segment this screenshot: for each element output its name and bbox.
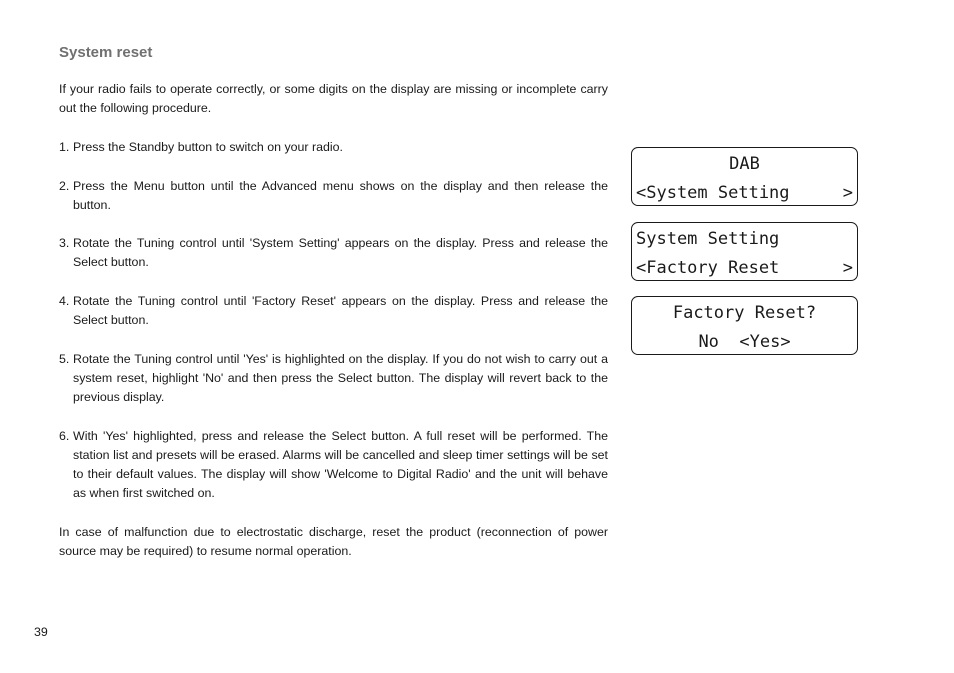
- lcd-line-2: <Factory Reset: [636, 258, 780, 278]
- step-item-6: [59, 427, 608, 503]
- step-text: Press the Standby button to switch on your radio.: [73, 140, 343, 154]
- step-number: 3.: [59, 236, 70, 250]
- step-number: 4.: [59, 294, 70, 308]
- chevron-right-icon: >: [842, 258, 853, 278]
- step-number: 2.: [59, 179, 70, 193]
- lcd-line-1: Factory Reset?: [672, 303, 817, 323]
- lcd-line-1: DAB: [729, 154, 760, 174]
- step-item-5: [59, 350, 608, 407]
- lcd-line-2: No <Yes>: [698, 332, 791, 352]
- intro-paragraph: If your radio fails to operate correctly, or some digits on the display are missing or incomplete carry out the following procedure.: [59, 82, 608, 115]
- step-item-1: [59, 138, 608, 157]
- step-text: With 'Yes' highlighted, press and release the Select button. A full reset will be performed. The station list and presets will be erased. Alarms will be cancelled and sleep timer settings will be set to their default values. The display will show 'Welcome to Digital Radio' and the unit will behave as when first switched on.: [73, 429, 608, 500]
- lcd-display-dab: [631, 147, 858, 206]
- section-heading: System reset: [59, 44, 153, 61]
- step-number: 5.: [59, 352, 70, 366]
- step-number: 1.: [59, 140, 70, 154]
- step-item-3: [59, 234, 608, 272]
- lcd-display-factory-reset: [631, 296, 858, 355]
- lcd-display-system-setting: [631, 222, 858, 281]
- lcd-line-1: System Setting: [636, 229, 780, 249]
- step-text: Rotate the Tuning control until 'Factory Reset' appears on the display. Press and release the Select button.: [73, 294, 608, 327]
- step-text: Rotate the Tuning control until 'Yes' is highlighted on the display. If you do not wish to carry out a system reset, highlight 'No' and then press the Select button. The display will revert back to the previous display.: [73, 352, 608, 404]
- lcd-line-2: <System Setting: [636, 183, 790, 203]
- step-item-2: [59, 177, 608, 215]
- step-text: Rotate the Tuning control until 'System Setting' appears on the display. Press and release the Select button.: [73, 236, 608, 269]
- page-number: 39: [34, 625, 48, 639]
- closing-paragraph: In case of malfunction due to electrostatic discharge, reset the product (reconnection of power source may be required) to resume normal operation.: [59, 525, 608, 558]
- step-number: 6.: [59, 429, 70, 443]
- chevron-right-icon: >: [842, 183, 853, 203]
- step-item-4: [59, 292, 608, 330]
- step-text: Press the Menu button until the Advanced menu shows on the display and then release the button.: [73, 179, 608, 212]
